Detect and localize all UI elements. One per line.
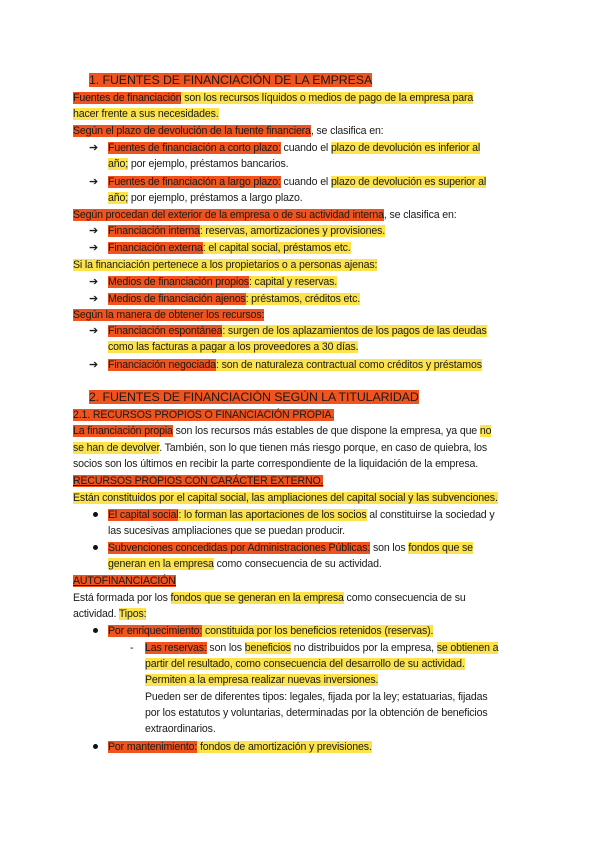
section-2-heading: 2. FUENTES DE FINANCIACIÓN SEGÚN LA TITULARIDAD [89, 390, 419, 404]
sub-bullet-reservas-line-6: extraordinarios. [145, 723, 216, 735]
bullet-subvenciones-line-2: generan en la empresa como consecuencia de su actividad. [108, 558, 382, 570]
bullet-espontanea: Financiación espontánea: surgen de los aplazamientos de los pagos de las deudas [108, 325, 487, 337]
bullet-largo-plazo-line-2: año; por ejemplo, préstamos a largo plazo. [108, 192, 303, 204]
bullet-financiacion-externa: Financiación externa: el capital social, préstamos etc. [108, 242, 351, 254]
bullet-medios-propios: Medios de financiación propios: capital y reservas. [108, 276, 338, 288]
paragraph-autofinanciacion: Está formada por los fondos que se generan en la empresa como consecuencia de su [73, 592, 466, 604]
section-1-heading: 1. FUENTES DE FINANCIACIÓN DE LA EMPRESA [89, 73, 373, 87]
arrow-icon: ➔ [89, 176, 99, 188]
bullet-dot-icon [93, 545, 98, 550]
paragraph-financiacion-propia: La financiación propia son los recursos más estables de que dispone la empresa, ya que no [73, 425, 492, 437]
subheading-caracter-externo: RECURSOS PROPIOS CON CARÁCTER EXTERNO. [73, 475, 324, 487]
bullet-dot-icon [93, 744, 98, 749]
sub-bullet-reservas-line-2: partir del resultado, como consecuencia del desarrollo de su actividad. [145, 658, 465, 670]
arrow-icon: ➔ [89, 276, 99, 288]
paragraph-financiacion-propia-line-2: se han de devolver. También, son lo que tienen más riesgo porque, en caso de quiebra, los [73, 442, 488, 454]
criterion-procedencia: Según procedan del exterior de la empresa o de su actividad interna, se clasifica en: [73, 209, 457, 221]
bullet-capital-social: El capital social: lo forman las aportaciones de los socios al constituirse la sociedad y [108, 509, 495, 521]
subheading-autofinanciacion: AUTOFINANCIACIÓN [73, 575, 176, 587]
dash-marker: - [130, 642, 134, 654]
bullet-capital-social-line-2: las sucesivas ampliaciones que se puedan producir. [108, 525, 345, 537]
arrow-icon: ➔ [89, 242, 99, 254]
criterion-plazo: Según el plazo de devolución de la fuente financiera, se clasifica en: [73, 125, 384, 137]
paragraph-autofinanciacion-line-2: actividad. Tipos: [73, 608, 147, 620]
bullet-corto-plazo-line-2: año; por ejemplo, préstamos bancarios. [108, 158, 289, 170]
bullet-espontanea-line-2: como las facturas a pagar a los proveedores a 30 días. [108, 341, 359, 353]
bullet-enriquecimiento: Por enriquecimiento: constituida por los beneficios retenidos (reservas). [108, 625, 434, 637]
paragraph-financiacion-propia-line-3: socios son los últimos en recibir la parte correspondiente de la liquidación de la empresa. [73, 458, 479, 470]
sub-bullet-reservas-line-4: Pueden ser de diferentes tipos: legales, fijada por la ley; estatuarias, fijadas [145, 691, 488, 703]
arrow-icon: ➔ [89, 359, 99, 371]
arrow-icon: ➔ [89, 325, 99, 337]
bullet-negociada: Financiación negociada: son de naturaleza contractual como créditos y préstamos [108, 359, 482, 371]
criterion-propietarios: Si la financiación pertenece a los propietarios o a personas ajenas: [73, 259, 378, 271]
paragraph-constituidos: Están constituidos por el capital social, las ampliaciones del capital social y las subvenciones. [73, 492, 498, 504]
bullet-financiacion-interna: Financiación interna: reservas, amortizaciones y provisiones. [108, 225, 386, 237]
arrow-icon: ➔ [89, 142, 99, 154]
bullet-largo-plazo: Fuentes de financiación a largo plazo: cuando el plazo de devolución es superior al [108, 176, 487, 188]
sub-bullet-reservas-line-5: por los estatutos y voluntarias, determinadas por la obtención de beneficios [145, 707, 488, 719]
bullet-mantenimiento: Por mantenimiento: fondos de amortización y previsiones. [108, 741, 372, 753]
definition-line-1: Fuentes de financiación son los recursos líquidos o medios de pago de la empresa para [73, 92, 474, 104]
criterion-obtencion: Según la manera de obtener los recursos: [73, 309, 265, 321]
arrow-icon: ➔ [89, 225, 99, 237]
definition-line-2: hacer frente a sus necesidades. [73, 108, 219, 120]
bullet-subvenciones: Subvenciones concedidas por Administraciones Públicas: son los fondos que se [108, 542, 473, 554]
bullet-dot-icon [93, 628, 98, 633]
sub-bullet-reservas-line-3: Permiten a la empresa realizar nuevas inversiones. [145, 674, 379, 686]
bullet-medios-ajenos: Medios de financiación ajenos: préstamos, créditos etc. [108, 293, 361, 305]
bullet-dot-icon [93, 512, 98, 517]
subheading-recursos-propios: 2.1. RECURSOS PROPIOS O FINANCIACIÓN PROPIA. [73, 409, 335, 421]
bullet-corto-plazo: Fuentes de financiación a corto plazo: cuando el plazo de devolución es inferior al [108, 142, 481, 154]
sub-bullet-reservas: Las reservas: son los beneficios no distribuidos por la empresa, se obtienen a [145, 642, 499, 654]
arrow-icon: ➔ [89, 293, 99, 305]
